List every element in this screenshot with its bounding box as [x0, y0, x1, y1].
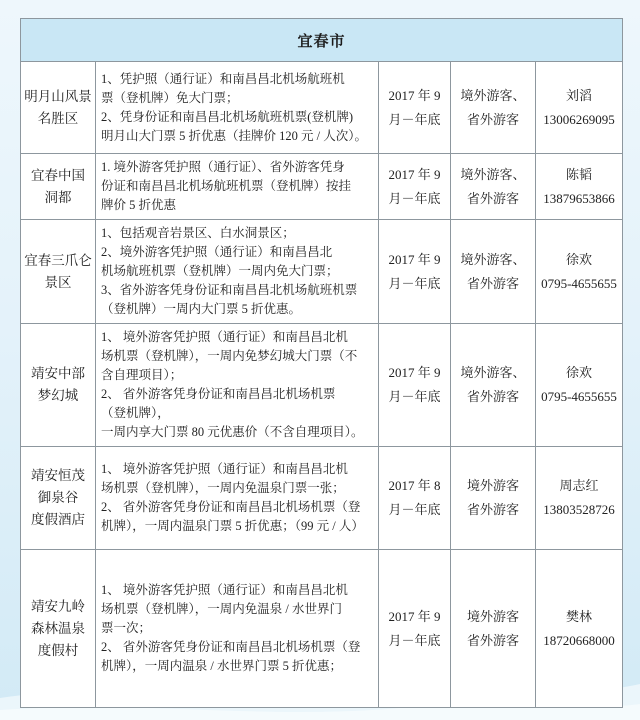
target-visitors: 境外游客 省外游客	[451, 447, 536, 550]
target-visitors: 境外游客 省外游客	[451, 550, 536, 708]
policy-text: 1、凭护照（通行证）和南昌昌北机场航班机 票（登机牌）免大门票； 2、凭身份证和南昌昌北机场航班机票(登机牌) 明月山大门票 5 折优惠（挂牌价 120 元 / 人次）。	[96, 62, 379, 154]
policy-text: 1、 境外游客凭护照（通行证）和南昌昌北机 场机票（登机牌），一周内免温泉门票一张； 2、 省外游客凭身份证和南昌昌北机场机票（登 机牌），一周内温泉门票 5 折优惠；（99 元 / 人）	[96, 447, 379, 550]
contact-cell	[536, 154, 623, 220]
valid-period: 2017 年 8 月－年底	[379, 447, 451, 550]
contact-name: 樊林	[566, 608, 593, 624]
target-visitors: 境外游客、 省外游客	[451, 154, 536, 220]
contact-phone: 13803528726	[543, 502, 615, 517]
valid-period: 2017 年 9 月－年底	[379, 324, 451, 447]
contact-cell	[536, 324, 623, 447]
table-row	[21, 220, 623, 324]
table-title: 宜春市	[21, 19, 623, 62]
contact-phone: 13006269095	[543, 111, 615, 127]
table-row	[21, 154, 623, 220]
contact-cell	[536, 550, 623, 708]
table-row	[21, 447, 623, 550]
contact-phone: 0795-4655655	[541, 275, 617, 291]
valid-period: 2017 年 9 月－年底	[379, 220, 451, 324]
policy-text: 1、 境外游客凭护照（通行证）和南昌昌北机 场机票（登机牌），一周内免梦幻城大门票（不 含自理项目）； 2、 省外游客凭身份证和南昌昌北机场机票 （登机牌）， 一周内享大门票 80 元优惠价（不含自理项目）。	[96, 324, 379, 447]
scenic-spot-name: 宜春中国 洞都	[21, 154, 96, 220]
contact-name: 周志红	[559, 478, 599, 493]
valid-period: 2017 年 9 月－年底	[379, 62, 451, 154]
table-header-row	[21, 19, 623, 62]
contact-phone: 18720668000	[543, 632, 615, 648]
table-row	[21, 62, 623, 154]
scenic-spot-name: 靖安中部 梦幻城	[21, 324, 96, 447]
target-visitors: 境外游客、 省外游客	[451, 220, 536, 324]
contact-cell	[536, 62, 623, 154]
target-visitors: 境外游客、 省外游客	[451, 62, 536, 154]
contact-cell	[536, 220, 623, 324]
policy-table	[20, 18, 623, 708]
contact-name: 徐欢	[566, 365, 593, 380]
valid-period: 2017 年 9 月－年底	[379, 154, 451, 220]
policy-text: 1、 境外游客凭护照（通行证）和南昌昌北机 场机票（登机牌），一周内免温泉 / 水世界门 票一次； 2、 省外游客凭身份证和南昌昌北机场机票（登 机牌），一周内温泉 / 水世界门票 5 折优惠；	[96, 550, 379, 708]
contact-name: 刘滔	[566, 87, 593, 103]
target-visitors: 境外游客、 省外游客	[451, 324, 536, 447]
scenic-spot-name: 靖安九岭 森林温泉 度假村	[21, 550, 96, 708]
contact-phone: 0795-4655655	[541, 389, 617, 404]
valid-period: 2017 年 9 月－年底	[379, 550, 451, 708]
contact-cell	[536, 447, 623, 550]
scenic-spot-name: 宜春三爪仑 景区	[21, 220, 96, 324]
contact-name: 徐欢	[566, 251, 593, 267]
scenic-spot-name: 靖安恒茂 御泉谷 度假酒店	[21, 447, 96, 550]
table-row	[21, 550, 623, 708]
table-row	[21, 324, 623, 447]
contact-name: 陈韬	[566, 166, 593, 182]
scenic-spot-name: 明月山风景 名胜区	[21, 62, 96, 154]
contact-phone: 13879653866	[543, 190, 615, 206]
policy-text: 1、包括观音岩景区、白水洞景区； 2、境外游客凭护照（通行证）和南昌昌北 机场航班机票（登机牌）一周内免大门票； 3、省外游客凭身份证和南昌昌北机场航班机票 （登机牌）一周内大门票 5 折优惠。	[96, 220, 379, 324]
policy-text: 1. 境外游客凭护照（通行证）、省外游客凭身 份证和南昌昌北机场航班机票（登机牌）按挂 牌价 5 折优惠	[96, 154, 379, 220]
